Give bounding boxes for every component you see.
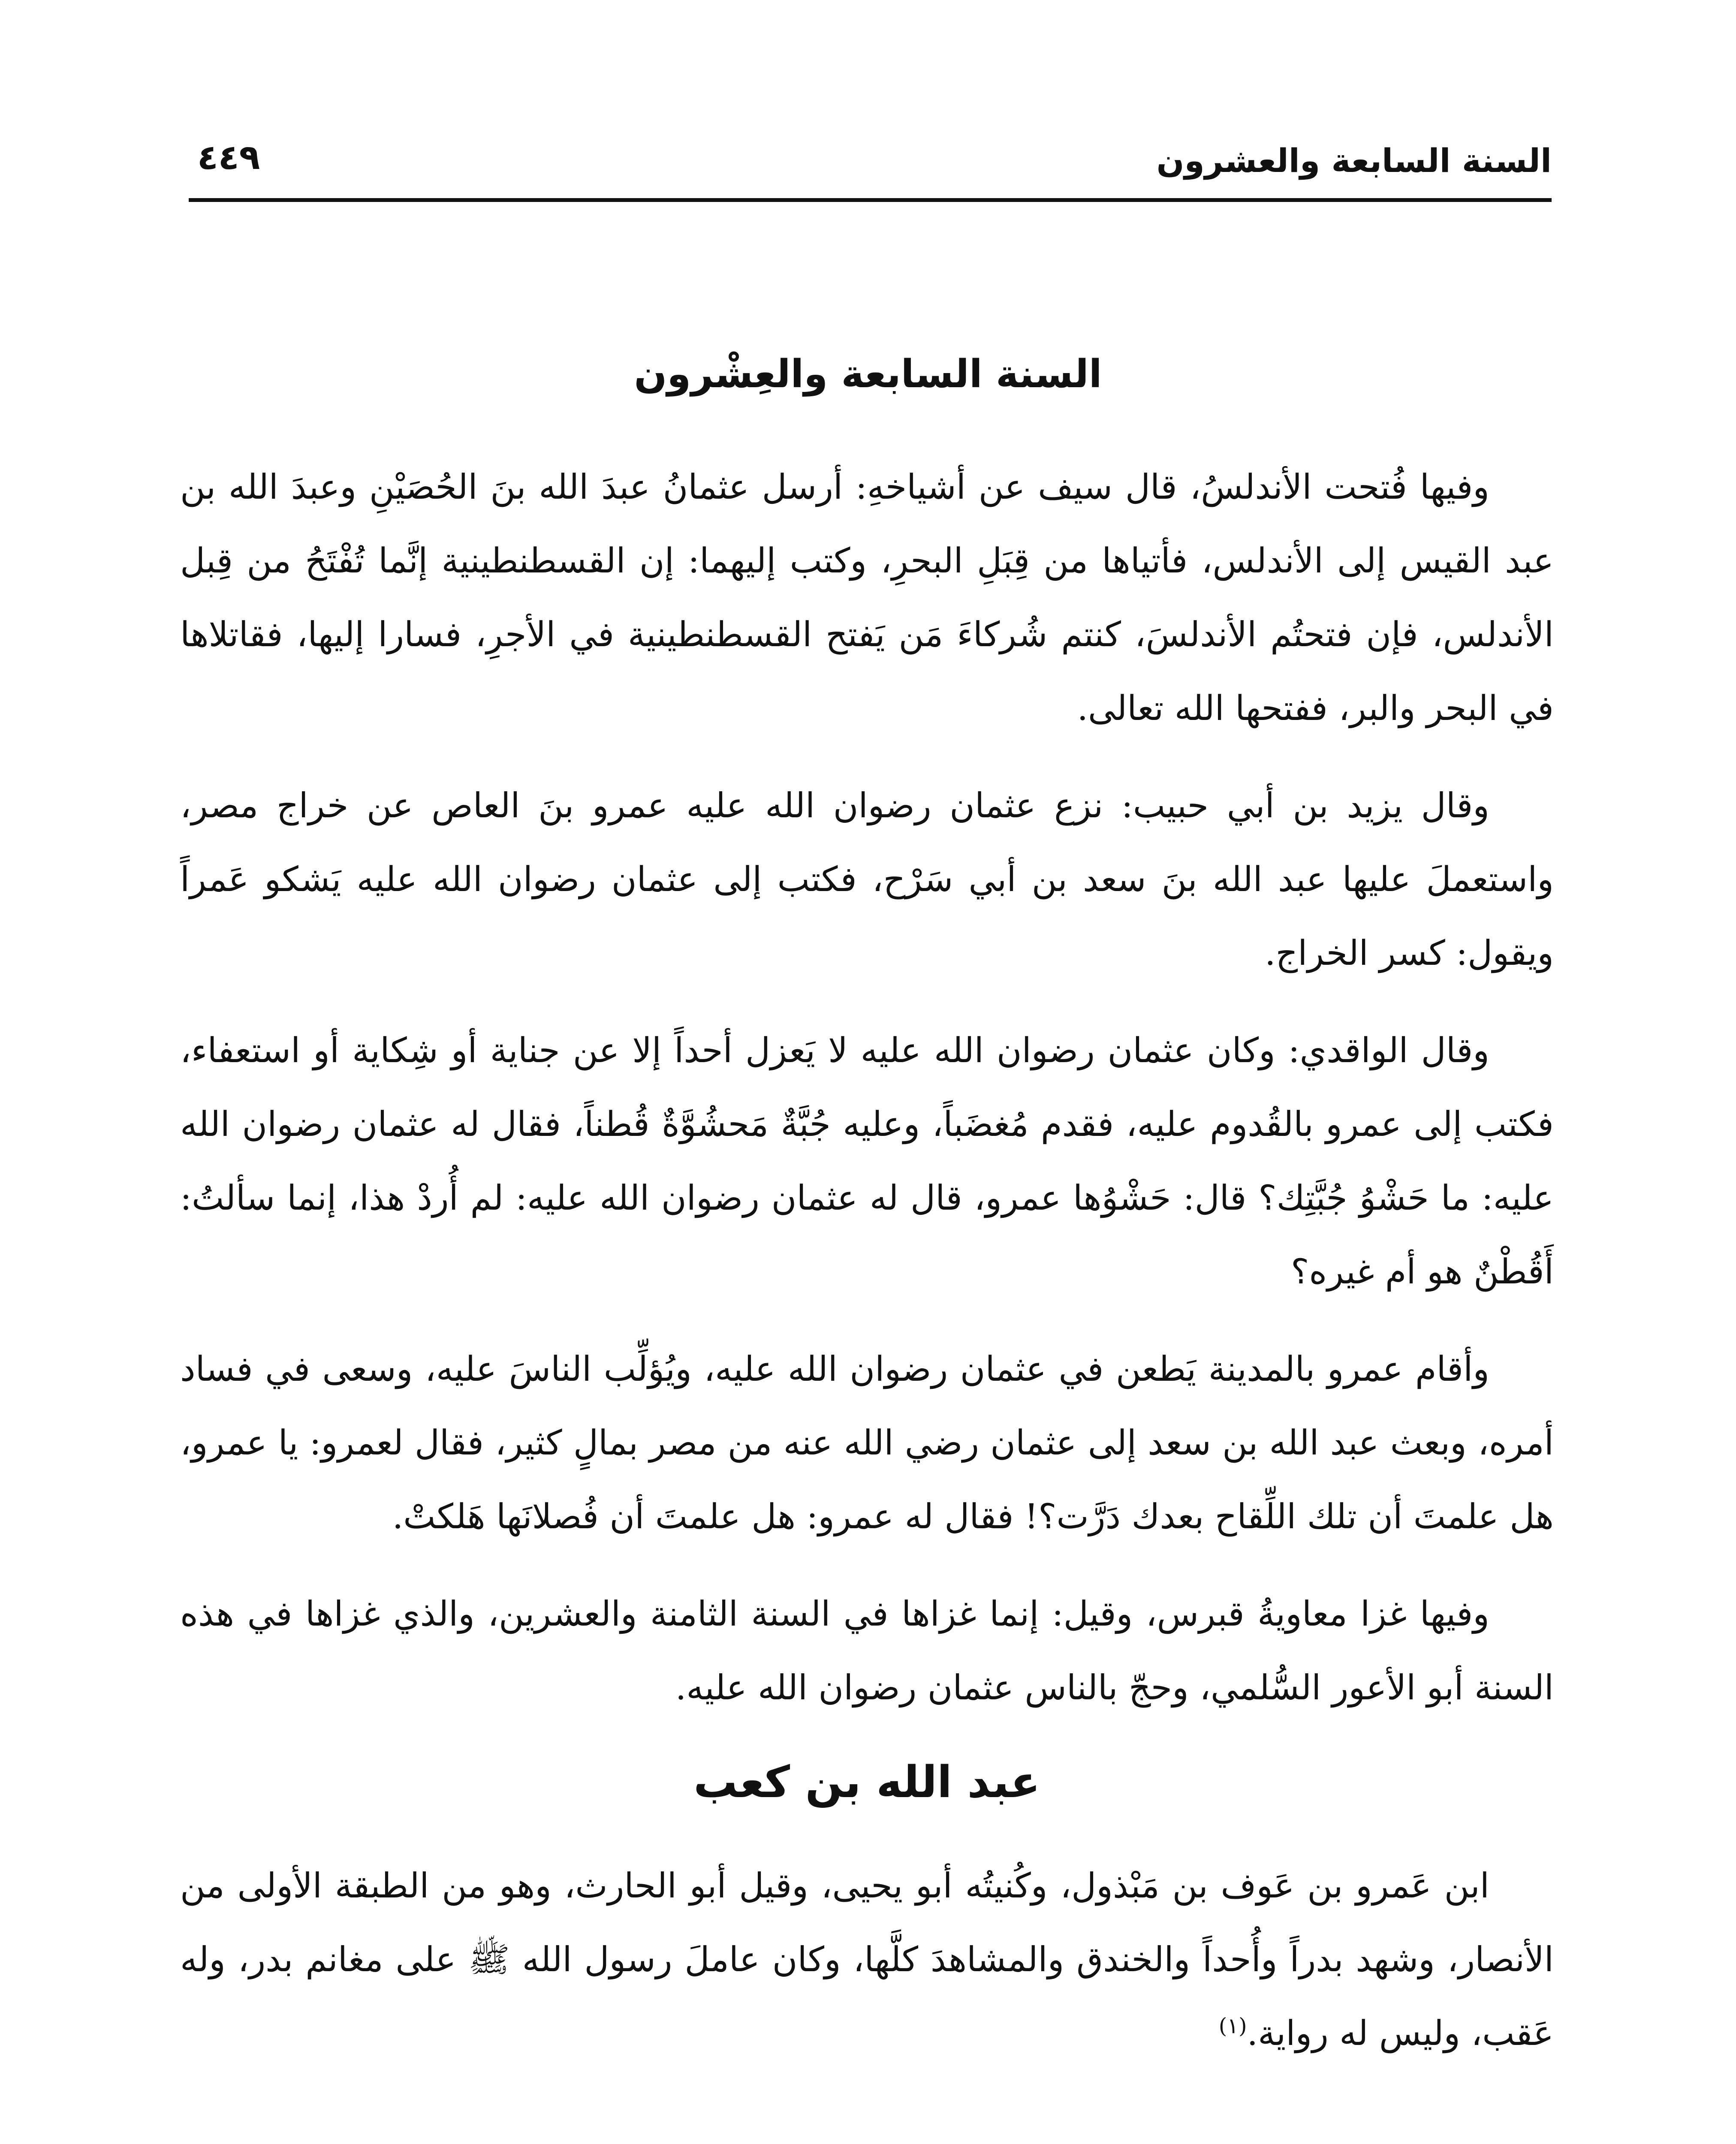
paragraph-waqidi: وقال الواقدي: وكان عثمان رضوان الله عليه لا يَعزل أحداً إلا عن جناية أو شِكاية أو استعفاء، فكتب إلى عمرو بالقُدوم عليه، فقدم مُغضَباً، وعليه جُبَّةٌ مَحشُوَّةٌ قُطناً، فقال له عثمان رضوان الله عليه: ما حَشْوُ جُبَّتِك؟ قال: حَشْوُها عمرو، قال له عثمان رضوان الله عليه: لم أُردْ هذا، إنما سألتُ: أَقُطْنٌ هو أم غيره؟ bbox=[180, 1030, 1554, 1292]
main-text bbox=[180, 450, 1554, 2094]
footnote-reference: (١) bbox=[1218, 2013, 1247, 2039]
paragraph-amr-madina: وأقام عمرو بالمدينة يَطعن في عثمان رضوان الله عليه، ويُؤلِّب الناسَ عليه، وسعى في فساد أمره، وبعث عبد الله بن سعد إلى عثمان رضي الله عنه من مصر بمالٍ كثير، فقال لعمرو: يا عمرو، هل علمتَ أن تلك اللِّقاح بعدك دَرَّت؟! فقال له عمرو: هل علمتَ أن فُصلانَها هَلكتْ. bbox=[180, 1349, 1554, 1536]
running-title: السنة السابعة والعشرون bbox=[1156, 142, 1552, 180]
bio-heading: عبد الله بن كعب bbox=[693, 1757, 1040, 1808]
bio-text: ابن عَمرو بن عَوف بن مَبْذول، وكُنيتُه أبو يحيى، وقيل أبو الحارث، وهو من الطبقة الأولى من الأنصار، وشهد بدراً وأُحداً والخندق والمشاهدَ كلَّها، وكان عاملَ رسول الله ﷺ على مغانم بدر، وله عَقب، وليس له رواية. bbox=[180, 1866, 1554, 2053]
paragraph-andalus: وفيها فُتحت الأندلسُ، قال سيف عن أشياخهِ: أرسل عثمانُ عبدَ الله بنَ الحُصَيْنِ وعبدَ الله بن عبد القيس إلى الأندلس، فأتياها من قِبَلِ البحرِ، وكتب إليهما: إن القسطنطينية إنَّما تُفْتَحُ من قِبل الأندلس، فإن فتحتُم الأندلسَ، كنتم شُركاءَ مَن يَفتح القسطنطينية في الأجرِ، فسارا إليها، فقاتلاها في البحر والبر، ففتحها الله تعالى. bbox=[180, 467, 1554, 728]
paragraph-cyprus: وفيها غزا معاويةُ قبرس، وقيل: إنما غزاها في السنة الثامنة والعشرين، والذي غزاها في هذه السنة أبو الأعور السُّلمي، وحجّ بالناس عثمان رضوان الله عليه. bbox=[180, 1594, 1554, 1707]
bio-paragraph bbox=[180, 1849, 1554, 2070]
paragraph-egypt-kharaj: وقال يزيد بن أبي حبيب: نزع عثمان رضوان الله عليه عمرو بنَ العاص عن خراج مصر، واستعملَ عليها عبد الله بنَ سعد بن أبي سَرْح، فكتب إلى عثمان رضوان الله عليه يَشكو عَمراً ويقول: كسر الخراج. bbox=[180, 786, 1554, 973]
section-title: السنة السابعة والعِشْرون bbox=[634, 352, 1102, 397]
page-number: ٤٤٩ bbox=[197, 137, 260, 177]
running-header bbox=[184, 129, 1552, 193]
header-rule bbox=[189, 198, 1552, 202]
